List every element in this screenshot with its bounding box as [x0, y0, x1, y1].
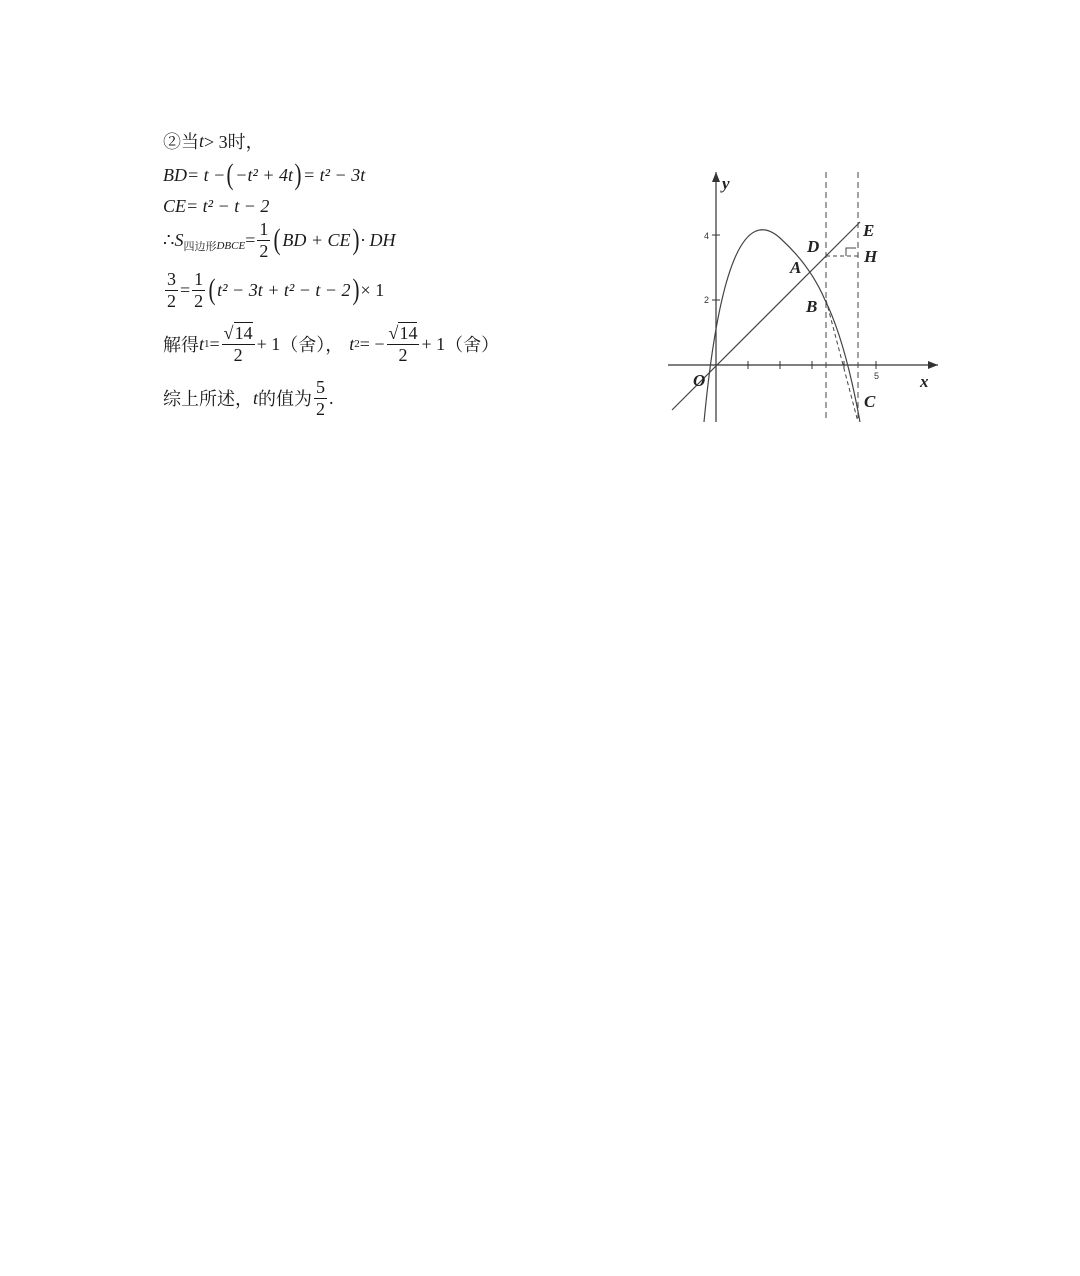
area-inner: BD + CE [282, 229, 351, 250]
case-condition: > 3时， [204, 132, 264, 152]
answer-num: 5 [316, 377, 326, 397]
t2-eq: = − [359, 333, 385, 354]
label-x: x [920, 372, 929, 391]
lhs-fraction [165, 270, 178, 311]
area-s: S [174, 229, 184, 250]
root2-radicand: 14 [399, 323, 418, 343]
t1-sub: 1 [204, 338, 210, 351]
half-fraction [192, 270, 205, 311]
open-paren: ( [273, 223, 281, 257]
bd-equation [163, 160, 365, 190]
close-paren: ) [352, 273, 360, 307]
value-inner: t² − 3t + t² − t − 2 [217, 279, 351, 300]
ce-lhs: CE [163, 196, 187, 216]
ce-equation [163, 196, 269, 217]
root1-num [222, 324, 255, 345]
value-equation [163, 270, 384, 311]
label-c: C [864, 392, 876, 411]
label-h: H [864, 247, 878, 266]
t1-var: t [199, 333, 205, 354]
conclusion-end: . [329, 387, 334, 408]
value-tail: × 1 [360, 279, 385, 300]
conclusion-var: t [253, 387, 259, 408]
bd-eq1: = t − [187, 164, 226, 185]
label-d: D [807, 237, 820, 256]
open-paren: ( [226, 158, 234, 191]
half-num: 1 [194, 269, 204, 289]
case-var: t [199, 130, 205, 151]
therefore-symbol: ∴ [163, 229, 175, 250]
y-tick-label-4: 4 [704, 231, 710, 241]
close-paren: ) [352, 223, 359, 257]
close-paren: ) [294, 158, 302, 191]
root1-radicand: 14 [234, 323, 253, 343]
right-angle-mark [846, 248, 856, 256]
root2-den: 2 [398, 344, 408, 365]
t2-reject: （舍） [445, 335, 500, 356]
root1-fraction [222, 324, 255, 365]
label-a: A [790, 258, 802, 277]
label-e: E [863, 221, 875, 240]
conclusion-prefix: 综上所述， [163, 389, 253, 410]
segment-bc [826, 300, 858, 422]
x-tick-label-5: 5 [874, 371, 880, 381]
answer-fraction [314, 378, 327, 419]
area-sub-letters: DBCE [216, 240, 246, 253]
t1-eq: = [209, 333, 220, 354]
bd-inner: −t² + 4t [235, 164, 293, 185]
label-y: y [722, 174, 730, 193]
coordinate-figure [660, 160, 950, 430]
solve-line [163, 324, 499, 365]
half-den: 2 [194, 290, 204, 311]
case-header [163, 128, 264, 154]
conclusion-line [163, 378, 334, 419]
value-eq: = [180, 279, 191, 300]
area-tail: · DH [360, 229, 396, 250]
t1-plus: + 1 [256, 333, 281, 354]
label-b: B [806, 297, 818, 316]
open-paren: ( [208, 273, 216, 307]
area-sub-cn: 四边形 [183, 241, 217, 254]
y-tick-label-2: 2 [704, 295, 710, 305]
t1-reject: （舍）， [280, 335, 344, 356]
answer-den: 2 [316, 398, 326, 419]
root2-num [387, 324, 420, 345]
sqrt-sign: √ [223, 323, 234, 343]
half-num: 1 [259, 219, 269, 239]
ce-rhs: = t² − t − 2 [186, 196, 270, 216]
label-o: O [693, 371, 706, 390]
area-equation [163, 220, 396, 261]
parabola [704, 230, 860, 422]
t2-sub: 2 [354, 338, 360, 351]
bd-eq2: = t² − 3t [303, 164, 366, 185]
x-axis-arrow [928, 361, 938, 369]
sqrt-sign: √ [388, 323, 399, 343]
lhs-den: 2 [167, 290, 176, 311]
bd-lhs: BD [163, 164, 187, 185]
solve-prefix: 解得 [163, 335, 199, 356]
figure-svg [660, 160, 950, 430]
half-den: 2 [259, 240, 269, 261]
half-fraction [257, 220, 270, 261]
root2-fraction [387, 324, 420, 365]
area-eq: = [245, 229, 256, 250]
lhs-num: 3 [167, 269, 176, 289]
case-marker: ②当 [163, 132, 199, 152]
t2-plus: + 1 [421, 333, 446, 354]
t2-var: t [349, 333, 355, 354]
root1-den: 2 [233, 344, 243, 365]
conclusion-mid: 的值为 [258, 389, 313, 410]
y-axis-arrow [712, 172, 720, 182]
